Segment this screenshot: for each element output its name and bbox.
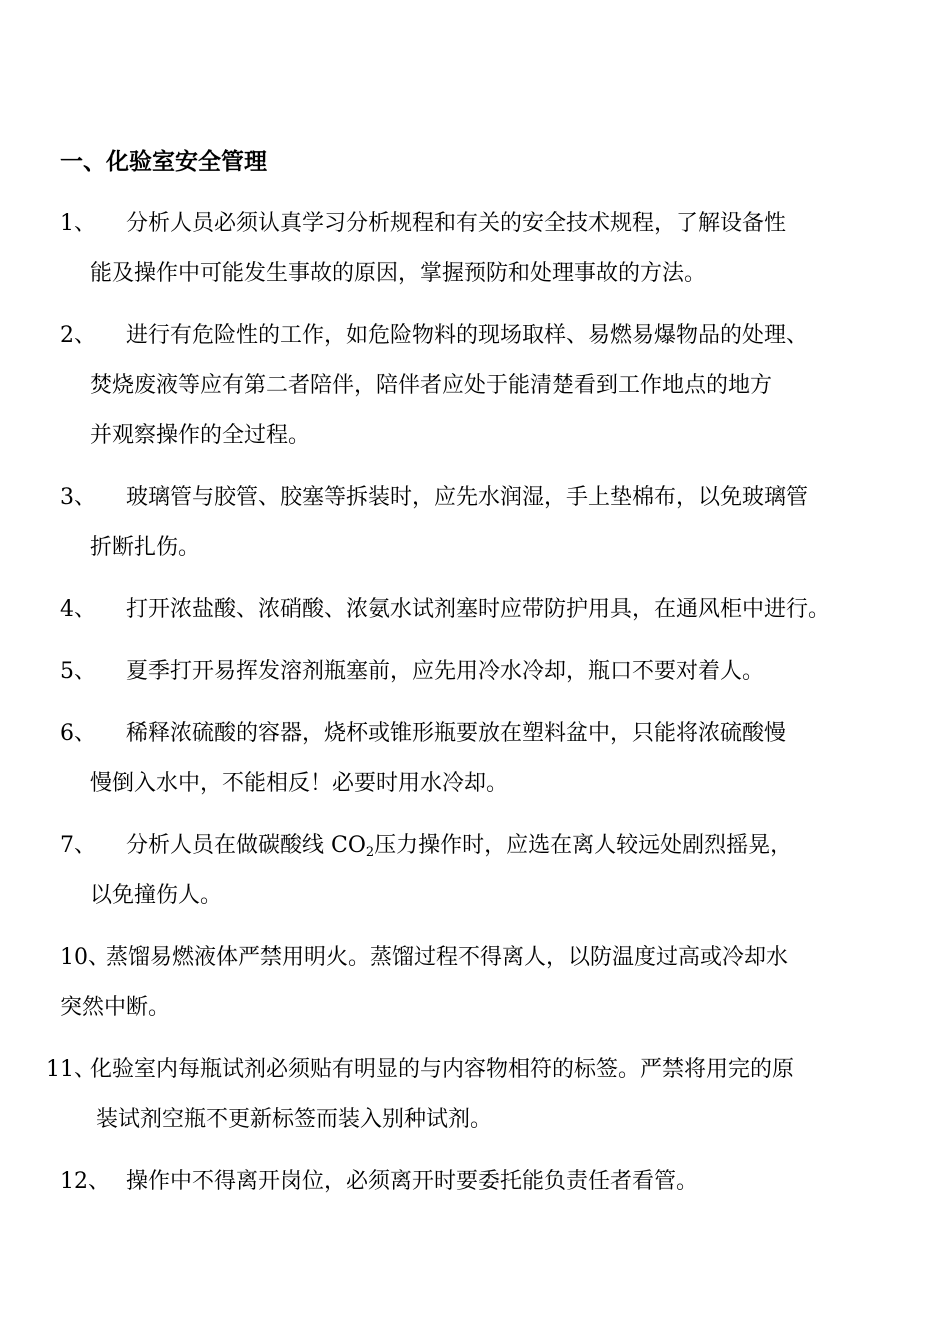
subscript-text: 2 [365, 845, 375, 860]
item-text-line: 能及操作中可能发生事故的原因，掌握预防和处理事故的方法。 [90, 261, 707, 286]
item-text-segment: 压力操作时，应选在离人较远处剧烈摇晃， [374, 833, 793, 858]
item-text-line: 慢倒入水中，不能相反！必要时用水冷却。 [90, 771, 509, 796]
item-number: 1、 [60, 211, 96, 236]
item-number: 7、 [60, 833, 96, 858]
item-number: 11、 [46, 1057, 96, 1082]
item-text-line: 分析人员必须认真学习分析规程和有关的安全技术规程，了解设备性 [126, 211, 787, 236]
item-text-line: 蒸馏易燃液体严禁用明火。蒸馏过程不得离人，以防温度过高或冷却水 [106, 945, 789, 970]
item-text-line [126, 821, 792, 871]
item-number: 4、 [60, 597, 96, 622]
item-number: 2、 [60, 323, 96, 348]
item-number: 10、 [60, 945, 110, 970]
item-number: 6、 [60, 721, 96, 746]
item-text-segment: 分析人员在做碳酸线 CO [126, 833, 366, 858]
item-text-line: 操作中不得离开岗位，必须离开时要委托能负责任者看管。 [126, 1169, 699, 1194]
item-text-line: 玻璃管与胶管、胶塞等拆装时，应先水润湿，手上垫棉布，以免玻璃管 [126, 485, 809, 510]
item-text-line: 并观察操作的全过程。 [90, 423, 311, 448]
item-text-line: 折断扎伤。 [90, 535, 201, 560]
item-text-line: 进行有危险性的工作，如危险物料的现场取样、易燃易爆物品的处理、 [126, 323, 809, 348]
item-number: 12、 [60, 1169, 110, 1194]
item-text-line: 打开浓盐酸、浓硝酸、浓氨水试剂塞时应带防护用具，在通风柜中进行。 [126, 597, 831, 622]
item-text-line: 夏季打开易挥发溶剂瓶塞前，应先用冷水冷却，瓶口不要对着人。 [126, 659, 765, 684]
item-number: 5、 [60, 659, 96, 684]
item-text-line: 以免撞伤人。 [90, 883, 223, 908]
item-text-line: 装试剂空瓶不更新标签而装入别种试剂。 [96, 1107, 493, 1132]
item-text-line: 突然中断。 [60, 995, 171, 1020]
item-text-line: 化验室内每瓶试剂必须贴有明显的与内容物相符的标签。严禁将用完的原 [90, 1057, 795, 1082]
item-text-line: 焚烧废液等应有第二者陪伴，陪伴者应处于能清楚看到工作地点的地方 [90, 373, 773, 398]
item-number: 3、 [60, 485, 96, 510]
item-text-line: 稀释浓硫酸的容器，烧杯或锥形瓶要放在塑料盆中，只能将浓硫酸慢 [126, 721, 787, 746]
section-heading: 一、化验室安全管理 [60, 149, 267, 175]
